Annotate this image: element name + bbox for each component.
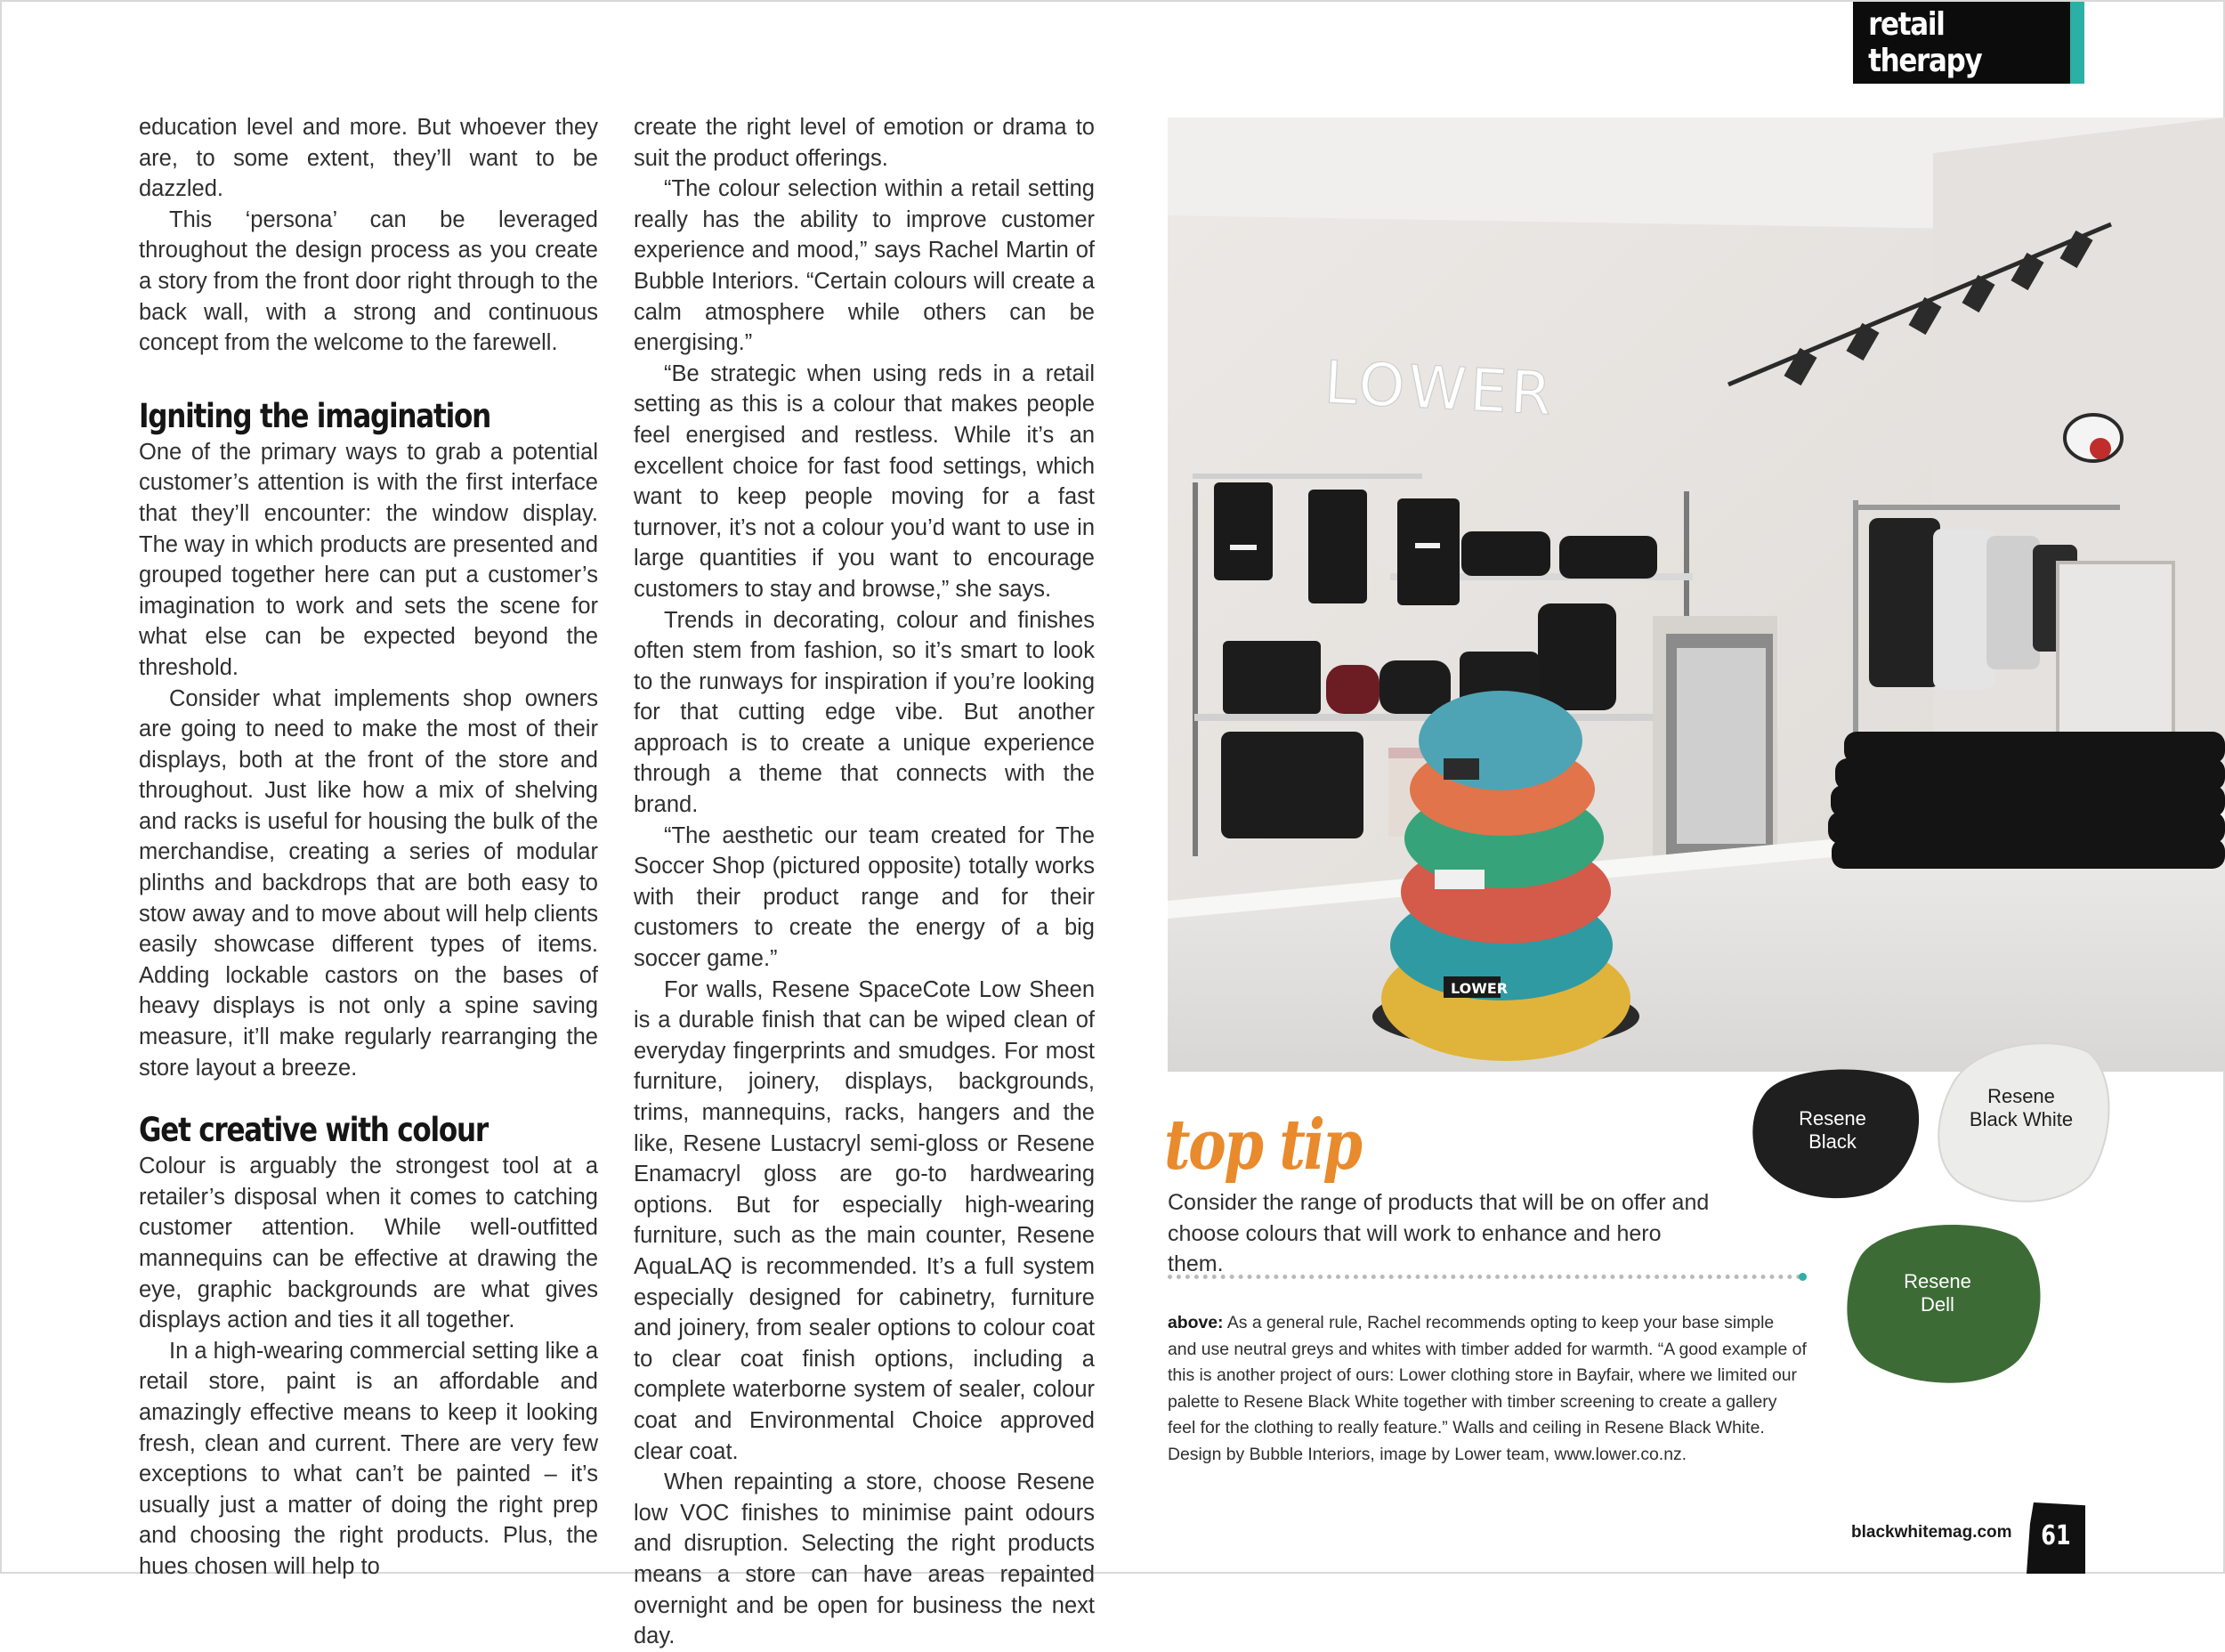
body-paragraph: One of the primary ways to grab a potential customer’s attention is with the first interface that they’ll encounter: the window display. The way in which products are presented and grouped together here can put a customer’s imagination to work and sets the scene for what else can be expected beyond the threshold.: [139, 439, 598, 680]
swatch-label-resene-black-white: Resene Black White: [1969, 1085, 2074, 1130]
body-paragraph: Consider what implements shop owners are going to need to make the most of their displays, both at the front of the store and throughout. Just like how a mix of shelving and racks is useful for housing the bulk of the merchandise, creating a series of modular plinths and backdrops that are both easy to stow away and to move about will help clients easily showcase different types of items. Adding lockable castors on the bases of heavy displays is not only a spine saving measure, it’ll make regularly rearranging the store layout a breeze.: [139, 685, 598, 1081]
body-paragraph: “The colour selection within a retail setting really has the ability to improve customer experience and mood,” says Rachel Martin of Bubble Interiors. “Certain colours will create a calm atmosphere while others can be energising.”: [634, 176, 1095, 356]
photo-caption: [1168, 1310, 1807, 1468]
footer-url: blackwhitemag.com: [1851, 1523, 2012, 1542]
dotted-divider: [1168, 1275, 1801, 1279]
body-paragraph: This ‘persona’ can be leveraged throughout the design process as you create a story from the front door right through to the back wall, with a strong and continuous concept from the welcome to the farewell.: [139, 206, 598, 356]
section-heading: Igniting the imagination: [139, 396, 490, 435]
caption-text: As a general rule, Rachel recommends opting to keep your base simple and use neutral greys and whites with timber added for warmth. “A good example of this is another project of ours: Lower clothing store in Bayfair, where we limited our palette to Resene Black White together with timber screening to create a gallery feel for the clothing to really feature.” Walls and ceiling in Resene Black White. Design by Bubble Interiors, image by Lower team, www.lower.co.nz.: [1168, 1313, 1807, 1464]
body-paragraph: “The aesthetic our team created for The Soccer Shop (pictured opposite) totally works with their product range and for their customers to create the energy of a big soccer game.”: [634, 822, 1095, 972]
body-paragraph: Colour is arguably the strongest tool at a retailer’s disposal when it comes to catching customer attention. While well-outfitted mannequins can be effective at drawing the eye, graphic backgrounds are what gives displays action and ties it all together.: [139, 1154, 598, 1333]
caption-lead: above:: [1168, 1313, 1224, 1332]
page-number: 61: [2041, 1519, 2071, 1551]
neon-sign: LOWER: [1323, 348, 1558, 429]
section-tab-label: retail therapy: [1868, 6, 1982, 79]
body-paragraph: When repainting a store, choose Resene low VOC finishes to minimise paint odours and disruption. Selecting the right products means a store can have areas repainted overnight and be open for business the next day.: [634, 1470, 1095, 1649]
section-tab-accent: [2070, 2, 2084, 84]
body-paragraph: education level and more. But whoever they are, to some extent, they’ll want to be dazzled.: [139, 115, 598, 202]
swatch-label-resene-dell: Resene Dell: [1904, 1270, 1971, 1316]
body-paragraph: create the right level of emotion or drama to suit the product offerings.: [634, 115, 1095, 171]
section-heading: Get creative with colour: [139, 1111, 488, 1150]
cap-label: LOWER: [1451, 980, 1509, 997]
body-paragraph: For walls, Resene SpaceCote Low Sheen is a durable finish that can be wiped clean of everyday fingerprints and smudges. For most furniture, joinery, displays, backgrounds, trims, mannequins, racks, hangers and the like, Resene Lustacryl semi-gloss or Resene Enamacryl gloss are go-to hardwearing options. But for especially high-wearing furniture, such as the main counter, Resene AquaLAQ is recommended. It’s a full system especially designed for cabinetry, furniture and joinery, from sealer options to colour coat to clear coat finish options, including a complete waterborne system of sealer, colour coat and Environmental Choice approved clear coat.: [634, 976, 1095, 1464]
middle-column: [634, 112, 1095, 1652]
store-photo: [1168, 117, 2225, 1072]
body-paragraph: “Be strategic when using reds in a retail setting as this is a colour that makes people feel energised and restless. While it’s an excellent choice for fast food settings, which want to keep people moving for a fast turnover, it’s not a colour you’d want to use in large quantities if you want to encourage customers to stay and browse,” she says.: [634, 360, 1095, 602]
top-tip-text: Consider the range of products that will be on offer and choose colours that will work to enhance and hero them.: [1168, 1190, 1710, 1276]
left-column: [139, 112, 598, 1583]
top-tip-title: top tip: [1164, 1105, 1361, 1186]
body-paragraph: Trends in decorating, colour and finishes often stem from fashion, so it’s smart to look to the runways for inspiration if you’re looking for that cutting edge vibe. But another approach is to create a unique experience through a theme that connects with the brand.: [634, 607, 1095, 818]
body-paragraph: In a high-wearing commercial setting like a retail store, paint is an affordable and amazingly effective means to keep it looking fresh, clean and current. There are very few exceptions to what can’t be painted – it’s usually just a matter of doing the right prep and choosing the right products. Plus, the hues chosen will help to: [139, 1338, 598, 1579]
divider-accent-dot: [1799, 1273, 1807, 1281]
swatch-label-resene-black: Resene Black: [1799, 1107, 1866, 1153]
